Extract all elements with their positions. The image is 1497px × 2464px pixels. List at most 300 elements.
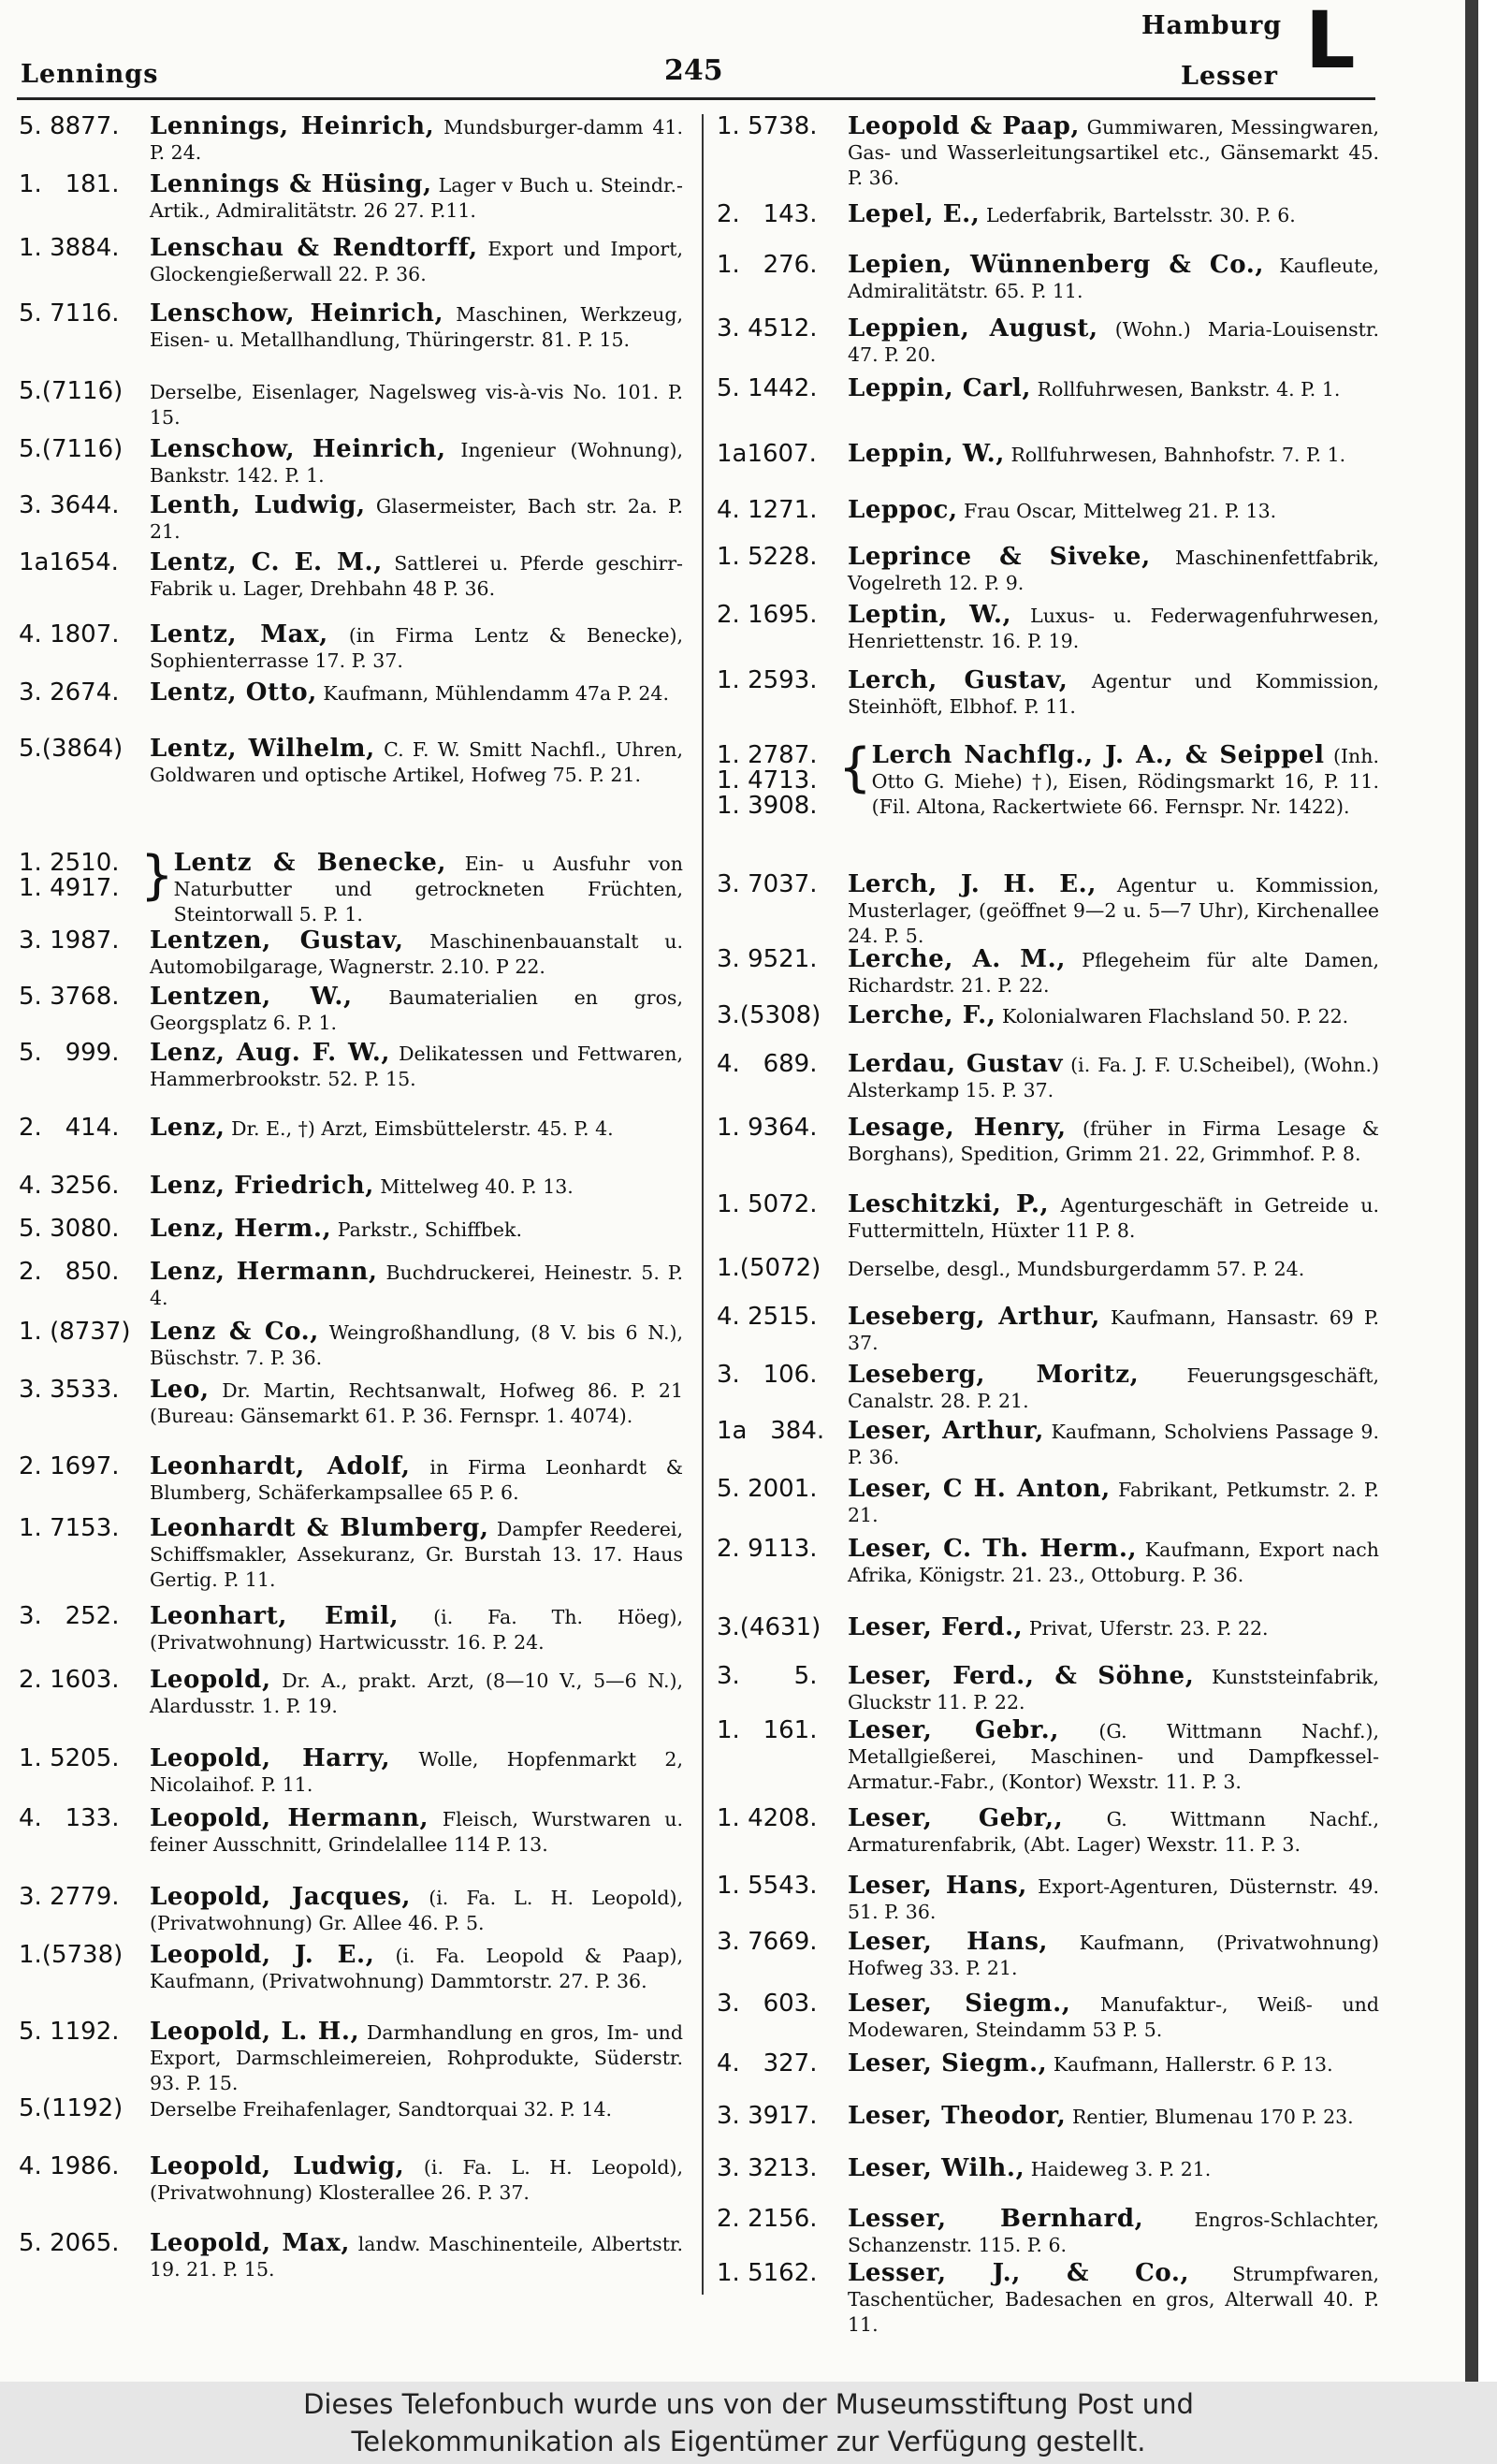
entry-text (150, 301, 683, 353)
entry-name: Leser, Hans, (848, 1872, 1027, 1900)
entry-detail: (Inh. Otto G. Miehe) †), Eisen, Rödingsmarkt 16, P. 11. (Fil. Altona, Rackertwiete 66. Fernspr. Nr. 1422). (871, 745, 1379, 818)
entry-text (150, 1041, 683, 1092)
directory-entry (717, 947, 1379, 999)
entry-detail: in Firma Leonhardt & Blumberg, Schäferkampsallee 65 P. 6. (150, 1456, 683, 1504)
entry-text (848, 1718, 1379, 1795)
entry-name: Lennings, Heinrich, (150, 112, 435, 140)
phone-number: 5. 2001. (717, 1475, 818, 1503)
directory-entry (717, 442, 1379, 468)
entry-text (848, 1874, 1379, 1925)
directory-entry (19, 1319, 683, 1371)
phone-number: 1. 5162. (717, 2259, 818, 2287)
entry-name: Lenz, Herm., (150, 1215, 332, 1243)
entry-text (848, 442, 1379, 468)
footer-line-2: Telekommunikation als Eigentümer zur Verfügung gestellt. (351, 2426, 1146, 2457)
phone-number: 3.(5308) (717, 1001, 821, 1029)
entry-detail: Weingroßhandlung, (8 V. bis 6 N.), Büschstr. 7. P. 36. (150, 1321, 683, 1369)
phone-number: 2. 1695. (717, 601, 818, 629)
entry-detail: Fleisch, Wurstwaren u. feiner Ausschnitt, Grindelallee 114 P. 13. (150, 1808, 683, 1856)
phone-number: 3. 1987. (19, 926, 120, 955)
directory-entry (19, 379, 683, 430)
entry-detail: Buchdruckerei, Heinestr. 5. P. 4. (150, 1261, 683, 1309)
page-header (0, 0, 1465, 112)
entry-name: Leschitzki, P., (848, 1190, 1050, 1218)
entry-name: Lepel, E., (848, 200, 981, 228)
phone-number: 3. 2779. (19, 1883, 120, 1911)
directory-entry (19, 1115, 683, 1142)
directory-entry (19, 172, 683, 224)
directory-entry (19, 1604, 683, 1655)
directory-entry (717, 1930, 1379, 1981)
phone-number: 4. 3256. (19, 1172, 120, 1200)
entry-text (150, 736, 683, 788)
phone-number: 3.(4631) (717, 1613, 821, 1641)
entry-text (848, 545, 1379, 596)
entry-name: Leopold, Hermann, (150, 1804, 429, 1832)
directory-entry (19, 928, 683, 980)
phone-number: 1. 5228. (717, 543, 818, 571)
entry-text (150, 437, 683, 488)
entry-name: Leser, Ferd., (848, 1613, 1024, 1641)
phone-number: 2. 9113. (717, 1535, 818, 1563)
phone-number: 5.(7116) (19, 435, 124, 463)
phone-number: 2. 1697. (19, 1452, 120, 1480)
entry-detail: (Wohn.) Maria-Louisenstr. 47. P. 20. (848, 318, 1379, 366)
entry-detail: (i. Fa. J. F. U.Scheibel), (Wohn.) Alsterkamp 15. P. 37. (848, 1054, 1379, 1101)
entry-text (848, 1806, 1379, 1858)
directory-entry (717, 737, 1379, 820)
directory-entry (717, 545, 1379, 596)
entry-text (150, 680, 683, 707)
entry-detail: Baumaterialien en gros, Georgsplatz 6. P. 1. (150, 986, 683, 1034)
entry-detail: Sattlerei u. Pferde geschirr-Fabrik u. Lager, Drehbahn 48 P. 36. (150, 552, 683, 600)
entry-name: Lerdau, Gustav (848, 1050, 1064, 1078)
entry-detail: Frau Oscar, Mittelweg 21. P. 13. (964, 500, 1277, 522)
phone-number: 4. 327. (717, 2049, 818, 2078)
entry-name: Leser, Wilh., (848, 2154, 1025, 2182)
entry-name: Leopold, J. E., (150, 1941, 375, 1969)
entry-name: Lentz & Benecke, (173, 849, 447, 877)
entry-name: Lenschow, Heinrich, (150, 299, 444, 328)
entry-name: Lennings & Hüsing, (150, 170, 432, 198)
directory-entry (717, 668, 1379, 720)
phone-number: 3. 106. (717, 1361, 818, 1389)
directory-entry (717, 872, 1379, 949)
entry-detail: Privat, Uferstr. 23. P. 22. (1028, 1617, 1269, 1640)
entry-text (848, 1305, 1379, 1356)
phone-number: 3. 5. (717, 1662, 818, 1690)
directory-entry (717, 114, 1379, 191)
directory-entry (717, 1615, 1379, 1641)
directory-entry (19, 301, 683, 353)
entry-detail: Glasermeister, Bach str. 2a. P. 21. (150, 495, 683, 543)
phone-number: 1. 4208. (717, 1804, 818, 1832)
directory-entry (717, 1477, 1379, 1528)
entry-text (848, 1003, 1379, 1029)
entry-detail: Kaufmann, (Privatwohnung) Hofweg 33. P. 21. (848, 1932, 1379, 1979)
directory-entry (717, 1419, 1379, 1470)
directory-entry (19, 2231, 683, 2282)
entry-name: Leprince & Siveke, (848, 543, 1151, 571)
entry-detail: Ingenieur (Wohnung), Bankstr. 142. P. 1. (150, 439, 683, 487)
entry-name: Lesage, Henry, (848, 1114, 1067, 1142)
directory-entry (717, 253, 1379, 304)
entry-text (848, 2156, 1379, 2182)
entry-detail: Export-Agenturen, Düsternstr. 49. 51. P. 36. (848, 1875, 1379, 1923)
directory-entry (19, 114, 683, 166)
entry-name: Leopold, Harry, (150, 1744, 391, 1772)
entry-detail: (i. Fa. Th. Höeg), (Privatwohnung) Hartwicusstr. 16. P. 24. (150, 1606, 684, 1654)
column-divider (702, 114, 704, 2295)
entry-text (848, 376, 1379, 402)
entry-detail: Agentur und Kommission, Steinhöft, Elbhof. P. 11. (848, 670, 1379, 718)
directory-entry (717, 376, 1379, 402)
entry-detail: Export und Import, Glockengießerwall 22. P. 36. (150, 238, 683, 285)
entry-name: Lentz, Otto, (150, 678, 317, 707)
entry-name: Lerch, Gustav, (848, 666, 1068, 694)
phone-number: 1a 384. (717, 1417, 825, 1445)
entry-text (848, 2051, 1379, 2078)
entry-text (848, 668, 1379, 720)
phone-number: 1. (8737) (19, 1318, 131, 1346)
entry-name: Leo, (150, 1376, 210, 1404)
directory-entry (19, 1454, 683, 1506)
entry-detail: Maschinenfettfabrik, Vogelreth 12. P. 9. (848, 547, 1379, 594)
entry-text (848, 2261, 1379, 2338)
phone-number: 1. 5543. (717, 1872, 818, 1900)
phone-number: 5. 7116. (19, 299, 120, 328)
entry-text (150, 1885, 683, 1936)
directory-entry (717, 1003, 1379, 1029)
entry-name: Leseberg, Moritz, (848, 1361, 1140, 1389)
entry-detail: Rentier, Blumenau 170 P. 23. (1071, 2106, 1354, 2128)
entry-text (150, 1943, 683, 1994)
entry-text (848, 1664, 1379, 1715)
entry-text (848, 2104, 1379, 2130)
phone-number: 3. 7037. (717, 870, 818, 898)
entry-name: Lentzen, W., (150, 983, 353, 1011)
directory-entry (717, 498, 1379, 524)
entry-text (150, 984, 683, 1036)
entry-detail: Darmhandlung en gros, Im- und Export, Darmschleimereien, Rohprodukte, Süderstr. 93. P. 15. (150, 2021, 683, 2094)
entry-detail: Kaufmann, Scholviens Passage 9. P. 36. (848, 1421, 1379, 1468)
directory-entry (717, 1192, 1379, 1244)
entry-text (848, 202, 1379, 228)
entry-name: Leser, Theodor, (848, 2102, 1067, 2130)
entry-detail: Mundsburger-damm 41. P. 24. (150, 116, 683, 164)
entry-name: Lenschau & Rendtorff, (150, 234, 478, 262)
entry-text (848, 1256, 1379, 1282)
phone-number: 5. 1192. (19, 2018, 120, 2046)
entry-detail: Derselbe Freihafenlager, Sandtorquai 32. P. 14. (150, 2098, 613, 2121)
directory-entry (19, 1943, 683, 1994)
entry-text (848, 1192, 1379, 1244)
entry-name: Leopold, (150, 1666, 271, 1694)
phone-number: 2. 1603. (19, 1666, 120, 1694)
phone-number: 4. 1986. (19, 2152, 120, 2180)
entry-text (150, 2154, 683, 2206)
entry-detail: Derselbe, Eisenlager, Nagelsweg vis-à-vis No. 101. P. 15. (150, 381, 683, 429)
entry-text (150, 1174, 683, 1200)
phone-number: 1. 3884. (19, 234, 120, 262)
entry-name: Leppoc, (848, 496, 958, 524)
phone-number: 1. 161. (717, 1716, 818, 1744)
entry-detail: Agenturgeschäft in Getreide u. Futtermitteln, Hüxter 11 P. 8. (848, 1194, 1379, 1242)
entry-detail: Kaufmann, Hallerstr. 6 P. 13. (1053, 2053, 1333, 2076)
entry-detail: Lederfabrik, Bartelsstr. 30. P. 6. (985, 204, 1296, 226)
entry-detail: (i. Fa. L. H. Leopold), (Privatwohnung) Klosterallee 26. P. 37. (150, 2156, 683, 2204)
directory-entry (19, 1041, 683, 1092)
entry-text (848, 1615, 1379, 1641)
entry-name: Lenz, Hermann, (150, 1258, 378, 1286)
entry-name: Leppien, August, (848, 314, 1098, 343)
phone-number: 1. 9364. (717, 1114, 818, 1142)
entry-detail: Fabrikant, Petkumstr. 2. P. 21. (848, 1479, 1379, 1526)
entry-text (150, 1319, 683, 1371)
directory-entry (717, 1115, 1379, 1167)
entry-text (150, 172, 683, 224)
entry-detail: C. F. W. Smitt Nachfl., Uhren, Goldwaren und optische Artikel, Hofweg 75. P. 21. (150, 738, 683, 786)
entry-detail: Agentur u. Kommission, Musterlager, (geöffnet 9—2 u. 5—7 Uhr), Kirchenallee 24. P. 5. (848, 874, 1379, 947)
directory-entry (717, 2051, 1379, 2078)
phone-number: 2. 850. (19, 1258, 120, 1286)
entry-name: Leseberg, Arthur, (848, 1303, 1100, 1331)
grouping-brace: } (140, 845, 174, 906)
entry-name: Lenschow, Heinrich, (150, 435, 446, 463)
entry-text (150, 622, 683, 674)
entry-detail: Rollfuhrwesen, Bankstr. 4. P. 1. (1037, 378, 1341, 401)
entry-text (150, 1806, 683, 1858)
entry-text (848, 114, 1379, 191)
entry-text (848, 1115, 1379, 1167)
entry-name: Lenz, Aug. F. W., (150, 1039, 391, 1067)
entry-text (150, 1516, 683, 1593)
entry-name: Lerch, J. H. E., (848, 870, 1097, 898)
city-heading: Hamburg (1141, 11, 1283, 40)
directory-entry (19, 1885, 683, 1936)
entry-detail: Lager v Buch u. Steindr.-Artik., Admiralitätstr. 26 27. P.11. (150, 174, 683, 222)
directory-entry (19, 550, 683, 602)
directory-entry (19, 2096, 683, 2122)
entry-name: Lerch Nachflg., J. A., & Seippel (871, 741, 1325, 769)
entry-detail: Derselbe, desgl., Mundsburgerdamm 57. P. 24. (848, 1258, 1305, 1280)
footer-notice (0, 2382, 1497, 2464)
entry-name: Leppin, W., (848, 440, 1005, 468)
phone-number: 4. 1271. (717, 496, 818, 524)
phone-number: 1. 2510. 1. 4917. (19, 849, 120, 902)
phone-number: 1. 5205. (19, 1744, 120, 1772)
footer-line-1: Dieses Telefonbuch wurde uns von der Museumsstiftung Post und (303, 2388, 1194, 2420)
entry-name: Leser, Siegm., (848, 2049, 1048, 2078)
entry-name: Leonhardt & Blumberg, (150, 1514, 489, 1542)
entry-name: Lenz, (150, 1114, 225, 1142)
header-rule (17, 97, 1375, 100)
phone-number: 1. 2593. (717, 666, 818, 694)
phone-number: 1. 7153. (19, 1514, 120, 1542)
entry-detail: (G. Wittmann Nachf.), Metallgießerei, Maschinen- und Dampfkessel-Armatur.-Fabr., (Kontor) Wexstr. 11. P. 3. (848, 1720, 1379, 1793)
entry-name: Leopold, Jacques, (150, 1883, 412, 1911)
entry-detail: Delikatessen und Fettwaren, Hammerbrookstr. 52. P. 15. (150, 1042, 683, 1090)
phone-number: 5. 2065. (19, 2229, 120, 2257)
directory-entry (717, 603, 1379, 654)
phone-number: 3. 4512. (717, 314, 818, 343)
directory-entry (19, 1217, 683, 1243)
entry-detail: Maschinen, Werkzeug, Eisen- u. Metallhandlung, Thüringerstr. 81. P. 15. (150, 303, 683, 351)
entry-detail: Dr. Martin, Rechtsanwalt, Hofweg 86. P. 21 (Bureau: Gänsemarkt 61. P. 36. Fernspr. 1. 4074). (150, 1379, 683, 1427)
right-running-head: Lesser (1181, 62, 1278, 91)
entry-text (150, 1604, 683, 1655)
phone-number: 5. 1442. (717, 374, 818, 402)
entry-name: Lentz, C. E. M., (150, 548, 383, 576)
entry-text (848, 2207, 1379, 2258)
entry-detail: landw. Maschinenteile, Albertstr. 19. 21. P. 15. (150, 2233, 683, 2281)
entry-detail: Mittelweg 40. P. 13. (380, 1175, 574, 1198)
entry-name: Lentz, Max, (150, 620, 328, 649)
entry-name: Leser, Arthur, (848, 1417, 1044, 1445)
entry-text (848, 1477, 1379, 1528)
entry-text (174, 851, 683, 927)
entry-detail: (in Firma Lentz & Benecke), Sophienterrasse 17. P. 37. (150, 624, 683, 672)
entry-name: Lepien, Wünnenberg & Co., (848, 251, 1265, 279)
directory-entry (717, 2104, 1379, 2130)
directory-entry (19, 1806, 683, 1858)
directory-entry (717, 1305, 1379, 1356)
directory-entry (19, 1516, 683, 1593)
phone-number: 1. 276. (717, 251, 818, 279)
entry-detail: Parkstr., Schiffbek. (337, 1218, 522, 1241)
phone-number: 2. 143. (717, 200, 818, 228)
entry-text (150, 2231, 683, 2282)
entry-name: Lesser, Bernhard, (848, 2205, 1144, 2233)
entry-text (150, 550, 683, 602)
entry-name: Lenz & Co., (150, 1318, 319, 1346)
entry-text (150, 1378, 683, 1429)
phone-number: 2. 414. (19, 1114, 120, 1142)
entry-text (150, 493, 683, 545)
entry-text (848, 498, 1379, 524)
entry-name: Leser, Gebr,, (848, 1804, 1064, 1832)
entry-name: Lentzen, Gustav, (150, 926, 404, 955)
phone-number: 5.(7116) (19, 377, 124, 405)
entry-name: Lentz, Wilhelm, (150, 735, 375, 763)
entry-text (150, 2019, 683, 2096)
entry-text (848, 603, 1379, 654)
phone-number: 3. 3533. (19, 1376, 120, 1404)
entry-text (848, 1930, 1379, 1981)
entry-text (150, 379, 683, 430)
directory-entry (717, 1664, 1379, 1715)
entry-detail: Engros-Schlachter, Schanzenstr. 115. P. 6. (848, 2209, 1379, 2256)
directory-entry (19, 736, 683, 788)
entry-name: Leser, C H. Anton, (848, 1475, 1111, 1503)
directory-entry (19, 1668, 683, 1719)
directory-entry (717, 1806, 1379, 1858)
phone-number: 1.(5738) (19, 1941, 124, 1969)
entry-text (150, 236, 683, 287)
phone-number: 3. 3917. (717, 2102, 818, 2130)
entry-detail: Pflegeheim für alte Damen, Richardstr. 21. P. 22. (848, 949, 1379, 997)
directory-entry (717, 1537, 1379, 1588)
phone-number: 4. 1807. (19, 620, 120, 649)
entry-name: Leser, C. Th. Herm., (848, 1535, 1138, 1563)
entry-text (150, 2096, 683, 2122)
entry-detail: Gummiwaren, Messingwaren, Gas- und Wasserleitungsartikel etc., Gänsemarkt 45. P. 36. (848, 116, 1379, 189)
directory-entry (19, 984, 683, 1036)
phone-number: 5. 8877. (19, 112, 120, 140)
entry-detail: Rollfuhrwesen, Bahnhofstr. 7. P. 1. (1010, 444, 1346, 466)
grouping-brace: { (838, 737, 872, 798)
phone-number: 1.(5072) (717, 1254, 821, 1282)
directory-entry (19, 1378, 683, 1429)
entry-text (848, 947, 1379, 999)
phone-number: 5. 999. (19, 1039, 120, 1067)
entry-detail: Kaufmann, Mühlendamm 47a P. 24. (323, 682, 669, 705)
phone-number: 1. 2787. 1. 4713. 1. 3908. (717, 741, 818, 820)
directory-entry (19, 493, 683, 545)
entry-text (150, 928, 683, 980)
directory-entry (717, 2207, 1379, 2258)
entry-name: Leser, Gebr., (848, 1716, 1059, 1744)
entry-text (848, 316, 1379, 368)
directory-entry (717, 1991, 1379, 2043)
entry-detail: Manufaktur-, Weiß- und Modewaren, Steindamm 53 P. 5. (848, 1993, 1379, 2041)
directory-entry (717, 1874, 1379, 1925)
directory-entry (19, 1260, 683, 1311)
entry-detail: (i. Fa. L. H. Leopold), (Privatwohnung) Gr. Allee 46. P. 5. (150, 1887, 683, 1934)
phone-number: 3. 7669. (717, 1928, 818, 1956)
entry-text (150, 114, 683, 166)
phone-number: 1. 5072. (717, 1190, 818, 1218)
entry-text (150, 1260, 683, 1311)
entry-detail: G. Wittmann Nachf., Armaturenfabrik, (Abt. Lager) Wexstr. 11. P. 3. (848, 1808, 1379, 1856)
phone-number: 4. 133. (19, 1804, 120, 1832)
phone-number: 4. 689. (717, 1050, 818, 1078)
phone-number: 3. 3213. (717, 2154, 818, 2182)
entry-detail: Luxus- u. Federwagenfuhrwesen, Henriettenstr. 16. P. 19. (848, 605, 1380, 652)
directory-entry (717, 202, 1379, 228)
page-number: 245 (664, 54, 723, 87)
phone-number: 5.(3864) (19, 735, 124, 763)
entry-text (150, 1668, 683, 1719)
entry-name: Leptin, W., (848, 601, 1012, 629)
entry-detail: Kaufleute, Admiralitätstr. 65. P. 11. (848, 255, 1379, 302)
phone-number: 1. 181. (19, 170, 120, 198)
directory-entry (19, 2019, 683, 2096)
directory-entry (19, 1174, 683, 1200)
entry-name: Lerche, A. M., (848, 945, 1066, 973)
entry-name: Leser, Ferd., & Söhne, (848, 1662, 1195, 1690)
entry-detail: Dr. E., †) Arzt, Eimsbüttelerstr. 45. P. 4. (231, 1117, 614, 1140)
directory-entry (19, 845, 683, 927)
entry-detail: Kaufmann, Export nach Afrika, Königstr. 21. 23., Ottoburg. P. 36. (848, 1538, 1379, 1586)
entry-name: Leonhardt, Adolf, (150, 1452, 411, 1480)
directory-entry (717, 1718, 1379, 1795)
directory-entry (717, 2261, 1379, 2338)
entry-detail: (früher in Firma Lesage & Borghans), Spedition, Grimm 21. 22, Grimmhof. P. 8. (848, 1117, 1379, 1165)
entry-detail: Dampfer Reederei, Schiffsmakler, Assekuranz, Gr. Burstah 13. 17. Haus Gertig. P. 11. (150, 1518, 683, 1591)
phone-number: 5.(1192) (19, 2094, 124, 2122)
entry-name: Leopold & Paap, (848, 112, 1081, 140)
entry-text (150, 1115, 683, 1142)
phone-number: 1a1607. (717, 440, 817, 468)
left-running-head: Lennings (21, 60, 159, 89)
entry-name: Lerche, F., (848, 1001, 996, 1029)
entry-detail: Kaufmann, Hansastr. 69 P. 37. (848, 1306, 1379, 1354)
entry-name: Leser, Siegm., (848, 1990, 1071, 2018)
entry-detail: Ein- u Ausfuhr von Naturbutter und getrockneten Früchten, Steintorwall 5. P. 1. (173, 853, 683, 926)
directory-entry (19, 236, 683, 287)
entry-text (848, 253, 1379, 304)
